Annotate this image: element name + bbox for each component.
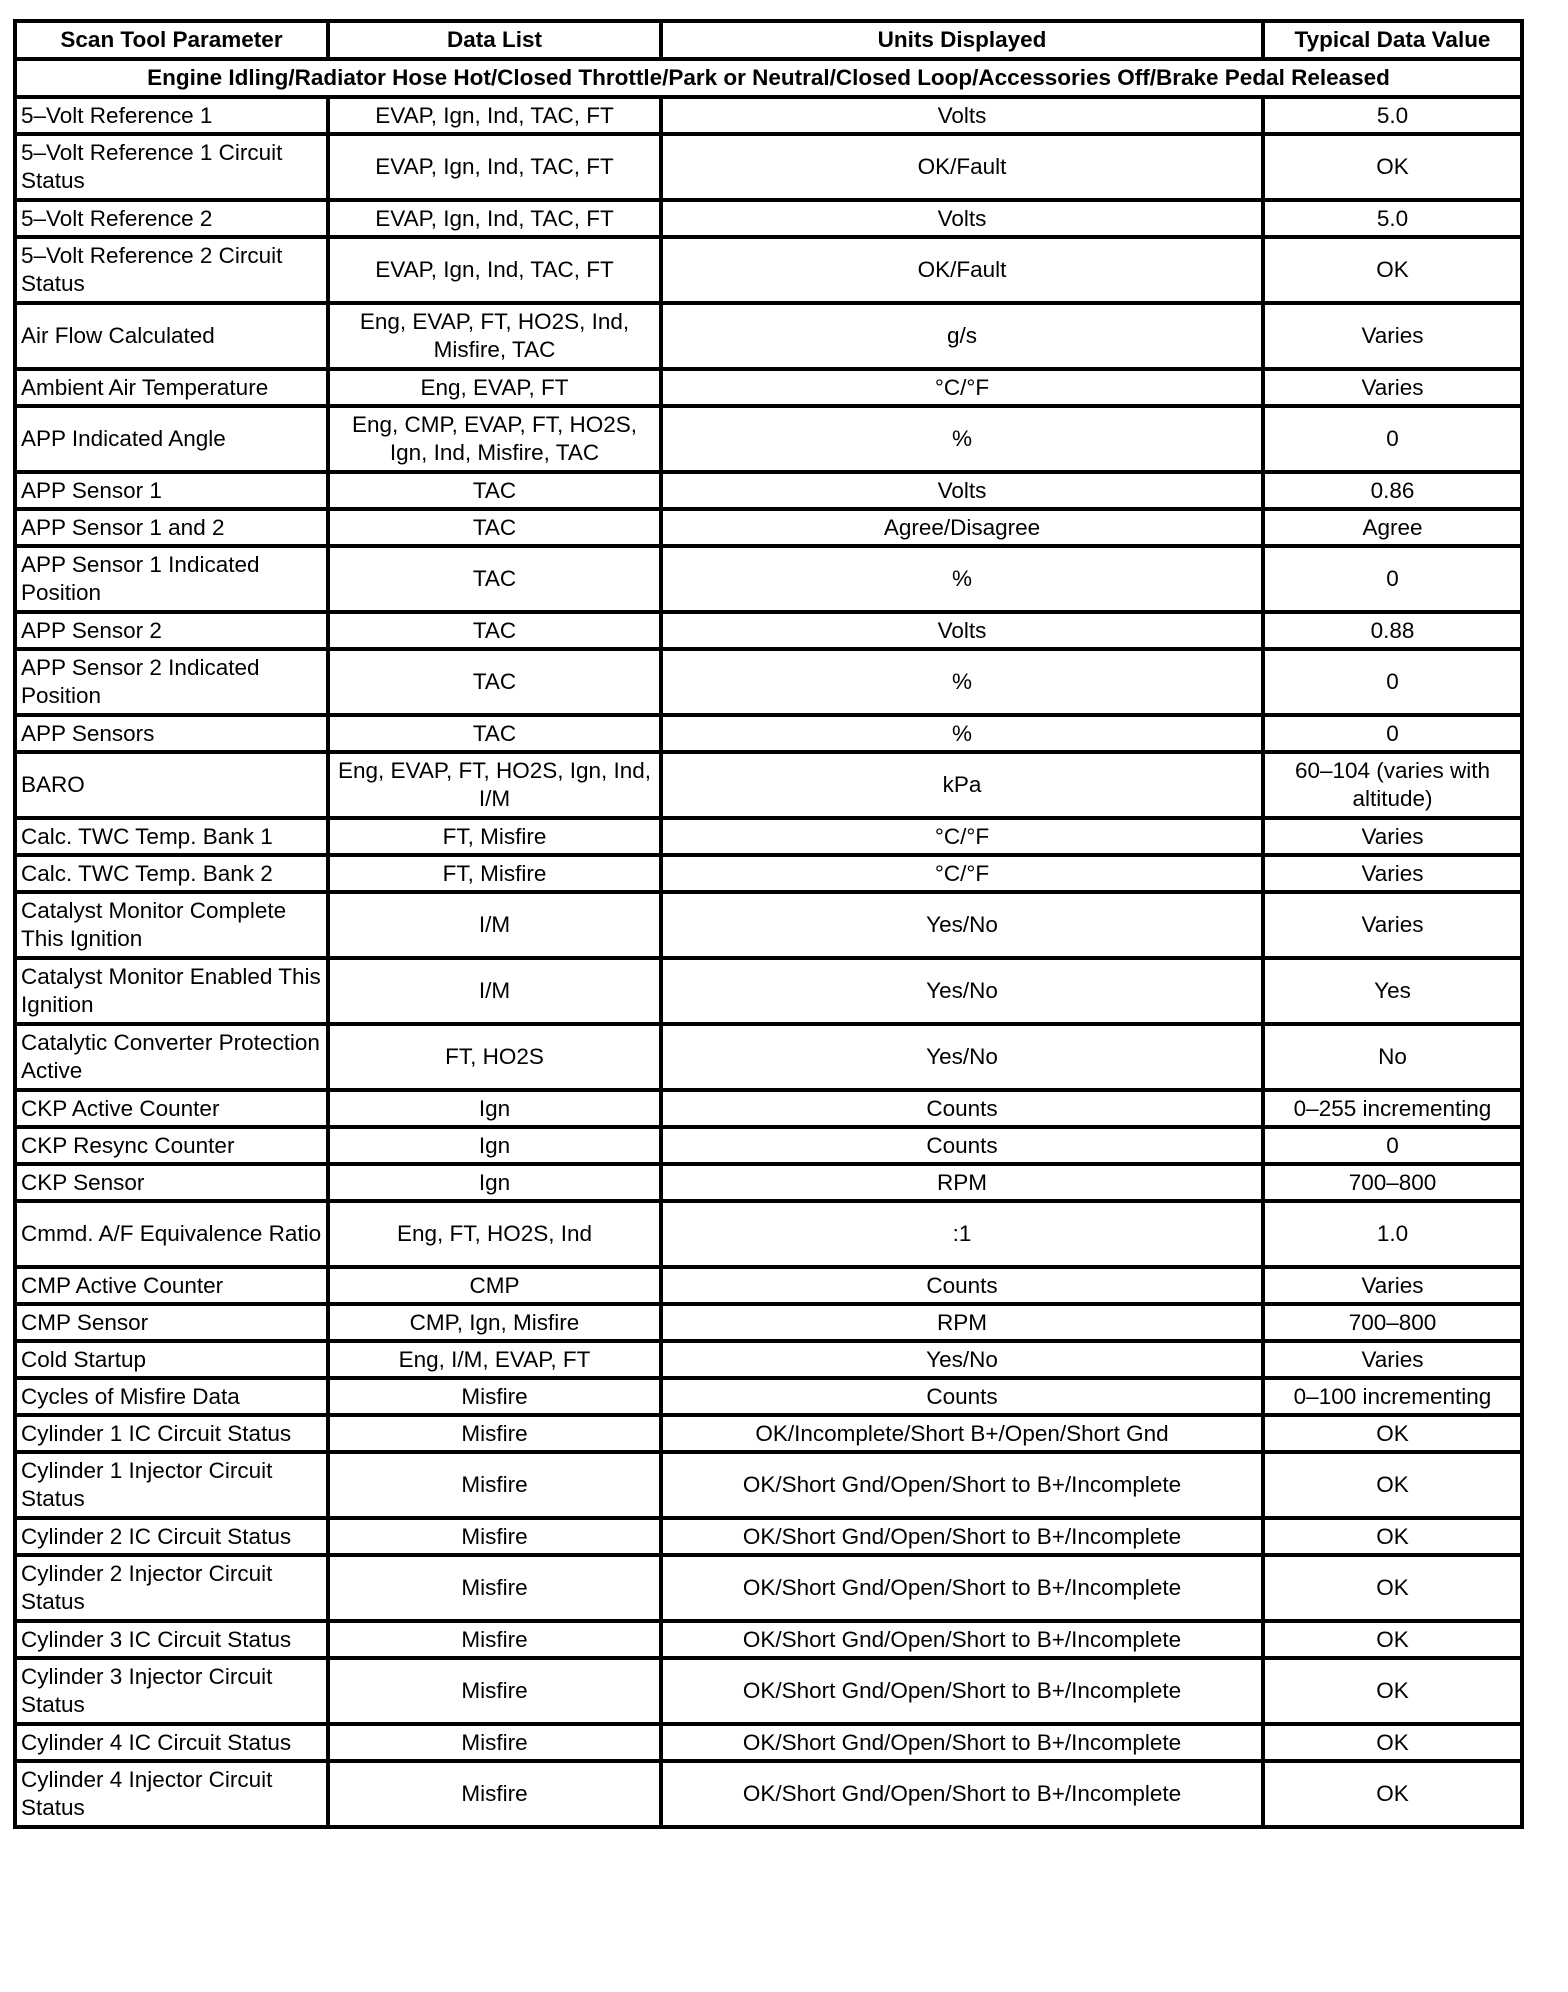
condition-row	[15, 59, 1522, 97]
cell-units: Counts	[661, 1090, 1263, 1127]
cell-data-list: Eng, EVAP, FT	[328, 369, 661, 406]
cell-typical-value: Varies	[1263, 892, 1522, 958]
cell-typical-value: 0	[1263, 649, 1522, 715]
cell-data-list: Misfire	[328, 1724, 661, 1761]
cell-typical-value: OK	[1263, 1724, 1522, 1761]
cell-units: OK/Short Gnd/Open/Short to B+/Incomplete	[661, 1555, 1263, 1621]
table-row	[15, 369, 1522, 406]
table-row	[15, 1518, 1522, 1555]
table-row	[15, 1304, 1522, 1341]
cell-data-list: Misfire	[328, 1378, 661, 1415]
table-row	[15, 649, 1522, 715]
cell-data-list: Misfire	[328, 1518, 661, 1555]
table-row	[15, 1267, 1522, 1304]
cell-units: OK/Short Gnd/Open/Short to B+/Incomplete	[661, 1658, 1263, 1724]
table-row	[15, 1378, 1522, 1415]
cell-units: OK/Short Gnd/Open/Short to B+/Incomplete	[661, 1761, 1263, 1827]
cell-data-list: CMP, Ign, Misfire	[328, 1304, 661, 1341]
cell-parameter: 5–Volt Reference 1 Circuit Status	[15, 134, 328, 200]
cell-data-list: CMP	[328, 1267, 661, 1304]
cell-typical-value: 700–800	[1263, 1164, 1522, 1201]
cell-parameter: Cylinder 3 IC Circuit Status	[15, 1621, 328, 1658]
header-units: Units Displayed	[661, 21, 1263, 59]
cell-typical-value: OK	[1263, 1452, 1522, 1518]
cell-parameter: Calc. TWC Temp. Bank 2	[15, 855, 328, 892]
table-row	[15, 1452, 1522, 1518]
cell-data-list: TAC	[328, 612, 661, 649]
table-row	[15, 200, 1522, 237]
cell-parameter: CKP Active Counter	[15, 1090, 328, 1127]
cell-typical-value: 0	[1263, 1127, 1522, 1164]
table-row	[15, 472, 1522, 509]
cell-parameter: Cylinder 1 IC Circuit Status	[15, 1415, 328, 1452]
cell-units: %	[661, 406, 1263, 472]
cell-parameter: 5–Volt Reference 2 Circuit Status	[15, 237, 328, 303]
cell-typical-value: Varies	[1263, 855, 1522, 892]
cell-units: OK/Short Gnd/Open/Short to B+/Incomplete	[661, 1621, 1263, 1658]
cell-data-list: Misfire	[328, 1415, 661, 1452]
cell-parameter: Calc. TWC Temp. Bank 1	[15, 818, 328, 855]
cell-units: Yes/No	[661, 958, 1263, 1024]
table-row	[15, 134, 1522, 200]
cell-parameter: APP Sensor 1 Indicated Position	[15, 546, 328, 612]
cell-parameter: 5–Volt Reference 2	[15, 200, 328, 237]
cell-units: OK/Short Gnd/Open/Short to B+/Incomplete	[661, 1518, 1263, 1555]
cell-parameter: APP Sensor 2	[15, 612, 328, 649]
cell-units: Yes/No	[661, 1341, 1263, 1378]
cell-data-list: Ign	[328, 1164, 661, 1201]
cell-data-list: FT, HO2S	[328, 1024, 661, 1090]
cell-units: RPM	[661, 1304, 1263, 1341]
cell-data-list: TAC	[328, 649, 661, 715]
cell-parameter: Cylinder 2 Injector Circuit Status	[15, 1555, 328, 1621]
cell-typical-value: OK	[1263, 237, 1522, 303]
cell-typical-value: Agree	[1263, 509, 1522, 546]
cell-units: Volts	[661, 612, 1263, 649]
cell-data-list: FT, Misfire	[328, 855, 661, 892]
cell-parameter: CKP Resync Counter	[15, 1127, 328, 1164]
cell-units: Volts	[661, 472, 1263, 509]
cell-typical-value: 0	[1263, 406, 1522, 472]
cell-typical-value: OK	[1263, 1415, 1522, 1452]
cell-typical-value: 5.0	[1263, 97, 1522, 134]
cell-units: Volts	[661, 97, 1263, 134]
cell-data-list: EVAP, Ign, Ind, TAC, FT	[328, 134, 661, 200]
cell-parameter: APP Sensor 1 and 2	[15, 509, 328, 546]
cell-typical-value: 0	[1263, 715, 1522, 752]
cell-units: OK/Fault	[661, 237, 1263, 303]
table-row	[15, 509, 1522, 546]
cell-parameter: APP Sensor 1	[15, 472, 328, 509]
cell-typical-value: Varies	[1263, 303, 1522, 369]
cell-data-list: EVAP, Ign, Ind, TAC, FT	[328, 237, 661, 303]
cell-data-list: Eng, EVAP, FT, HO2S, Ind, Misfire, TAC	[328, 303, 661, 369]
table-row	[15, 1201, 1522, 1267]
table-row	[15, 715, 1522, 752]
table-row	[15, 1621, 1522, 1658]
cell-parameter: Catalyst Monitor Complete This Ignition	[15, 892, 328, 958]
cell-typical-value: 0.86	[1263, 472, 1522, 509]
cell-parameter: 5–Volt Reference 1	[15, 97, 328, 134]
cell-data-list: Misfire	[328, 1555, 661, 1621]
cell-typical-value: Varies	[1263, 818, 1522, 855]
cell-typical-value: Yes	[1263, 958, 1522, 1024]
cell-typical-value: 0.88	[1263, 612, 1522, 649]
cell-data-list: Ign	[328, 1127, 661, 1164]
cell-parameter: Cylinder 2 IC Circuit Status	[15, 1518, 328, 1555]
cell-typical-value: OK	[1263, 1555, 1522, 1621]
cell-typical-value: Varies	[1263, 369, 1522, 406]
cell-units: °C/°F	[661, 369, 1263, 406]
cell-parameter: Cmmd. A/F Equivalence Ratio	[15, 1201, 328, 1267]
cell-data-list: Ign	[328, 1090, 661, 1127]
header-parameter: Scan Tool Parameter	[15, 21, 328, 59]
cell-data-list: Misfire	[328, 1452, 661, 1518]
table-row	[15, 1341, 1522, 1378]
cell-typical-value: OK	[1263, 1658, 1522, 1724]
cell-units: OK/Short Gnd/Open/Short to B+/Incomplete	[661, 1452, 1263, 1518]
cell-typical-value: 5.0	[1263, 200, 1522, 237]
cell-typical-value: 60–104 (varies with altitude)	[1263, 752, 1522, 818]
cell-units: %	[661, 715, 1263, 752]
table-row	[15, 1658, 1522, 1724]
cell-parameter: APP Sensors	[15, 715, 328, 752]
cell-data-list: EVAP, Ign, Ind, TAC, FT	[328, 97, 661, 134]
cell-units: Agree/Disagree	[661, 509, 1263, 546]
table-row	[15, 406, 1522, 472]
cell-units: °C/°F	[661, 818, 1263, 855]
cell-units: OK/Incomplete/Short B+/Open/Short Gnd	[661, 1415, 1263, 1452]
cell-parameter: Air Flow Calculated	[15, 303, 328, 369]
cell-typical-value: 1.0	[1263, 1201, 1522, 1267]
cell-data-list: Eng, FT, HO2S, Ind	[328, 1201, 661, 1267]
table-row	[15, 1761, 1522, 1827]
cell-data-list: Eng, CMP, EVAP, FT, HO2S, Ign, Ind, Misfire, TAC	[328, 406, 661, 472]
cell-parameter: CMP Active Counter	[15, 1267, 328, 1304]
cell-typical-value: OK	[1263, 1621, 1522, 1658]
cell-parameter: APP Sensor 2 Indicated Position	[15, 649, 328, 715]
table-row	[15, 1164, 1522, 1201]
cell-data-list: EVAP, Ign, Ind, TAC, FT	[328, 200, 661, 237]
cell-units: Yes/No	[661, 892, 1263, 958]
cell-data-list: FT, Misfire	[328, 818, 661, 855]
cell-units: Counts	[661, 1127, 1263, 1164]
cell-typical-value: Varies	[1263, 1341, 1522, 1378]
cell-parameter: APP Indicated Angle	[15, 406, 328, 472]
cell-parameter: Catalytic Converter Protection Active	[15, 1024, 328, 1090]
cell-parameter: Cylinder 1 Injector Circuit Status	[15, 1452, 328, 1518]
cell-parameter: BARO	[15, 752, 328, 818]
header-data-list: Data List	[328, 21, 661, 59]
cell-parameter: Cold Startup	[15, 1341, 328, 1378]
cell-typical-value: 0	[1263, 546, 1522, 612]
table-row	[15, 546, 1522, 612]
cell-typical-value: 0–100 incrementing	[1263, 1378, 1522, 1415]
table-row	[15, 855, 1522, 892]
cell-parameter: Cylinder 4 IC Circuit Status	[15, 1724, 328, 1761]
cell-typical-value: 0–255 incrementing	[1263, 1090, 1522, 1127]
table-row	[15, 1724, 1522, 1761]
cell-parameter: Cylinder 3 Injector Circuit Status	[15, 1658, 328, 1724]
cell-typical-value: OK	[1263, 1761, 1522, 1827]
cell-data-list: Misfire	[328, 1658, 661, 1724]
table-row	[15, 1090, 1522, 1127]
cell-typical-value: 700–800	[1263, 1304, 1522, 1341]
cell-units: :1	[661, 1201, 1263, 1267]
table-row	[15, 303, 1522, 369]
condition-text: Engine Idling/Radiator Hose Hot/Closed Throttle/Park or Neutral/Closed Loop/Accessories Off/Brake Pedal Released	[15, 59, 1522, 97]
cell-typical-value: OK	[1263, 134, 1522, 200]
cell-units: Counts	[661, 1378, 1263, 1415]
cell-data-list: Eng, EVAP, FT, HO2S, Ign, Ind, I/M	[328, 752, 661, 818]
cell-units: g/s	[661, 303, 1263, 369]
header-typical-value: Typical Data Value	[1263, 21, 1522, 59]
cell-typical-value: OK	[1263, 1518, 1522, 1555]
table-row	[15, 1415, 1522, 1452]
cell-parameter: CKP Sensor	[15, 1164, 328, 1201]
cell-parameter: Cycles of Misfire Data	[15, 1378, 328, 1415]
cell-units: RPM	[661, 1164, 1263, 1201]
table-row	[15, 612, 1522, 649]
cell-data-list: TAC	[328, 509, 661, 546]
cell-data-list: I/M	[328, 958, 661, 1024]
table-row	[15, 1024, 1522, 1090]
cell-units: Counts	[661, 1267, 1263, 1304]
cell-data-list: Misfire	[328, 1761, 661, 1827]
cell-units: Volts	[661, 200, 1263, 237]
cell-typical-value: No	[1263, 1024, 1522, 1090]
cell-parameter: CMP Sensor	[15, 1304, 328, 1341]
table-row	[15, 1555, 1522, 1621]
cell-parameter: Cylinder 4 Injector Circuit Status	[15, 1761, 328, 1827]
cell-parameter: Catalyst Monitor Enabled This Ignition	[15, 958, 328, 1024]
table-row	[15, 752, 1522, 818]
cell-typical-value: Varies	[1263, 1267, 1522, 1304]
cell-data-list: TAC	[328, 546, 661, 612]
table-row	[15, 237, 1522, 303]
scan-tool-data-table	[13, 19, 1524, 1829]
table-row	[15, 818, 1522, 855]
cell-data-list: Eng, I/M, EVAP, FT	[328, 1341, 661, 1378]
cell-data-list: Misfire	[328, 1621, 661, 1658]
cell-data-list: TAC	[328, 715, 661, 752]
table-row	[15, 892, 1522, 958]
table-row	[15, 1127, 1522, 1164]
header-row	[15, 21, 1522, 59]
cell-units: %	[661, 649, 1263, 715]
cell-units: OK/Short Gnd/Open/Short to B+/Incomplete	[661, 1724, 1263, 1761]
table-row	[15, 958, 1522, 1024]
cell-data-list: TAC	[328, 472, 661, 509]
cell-parameter: Ambient Air Temperature	[15, 369, 328, 406]
table-row	[15, 97, 1522, 134]
cell-units: °C/°F	[661, 855, 1263, 892]
cell-units: OK/Fault	[661, 134, 1263, 200]
cell-units: %	[661, 546, 1263, 612]
cell-units: Yes/No	[661, 1024, 1263, 1090]
cell-units: kPa	[661, 752, 1263, 818]
cell-data-list: I/M	[328, 892, 661, 958]
